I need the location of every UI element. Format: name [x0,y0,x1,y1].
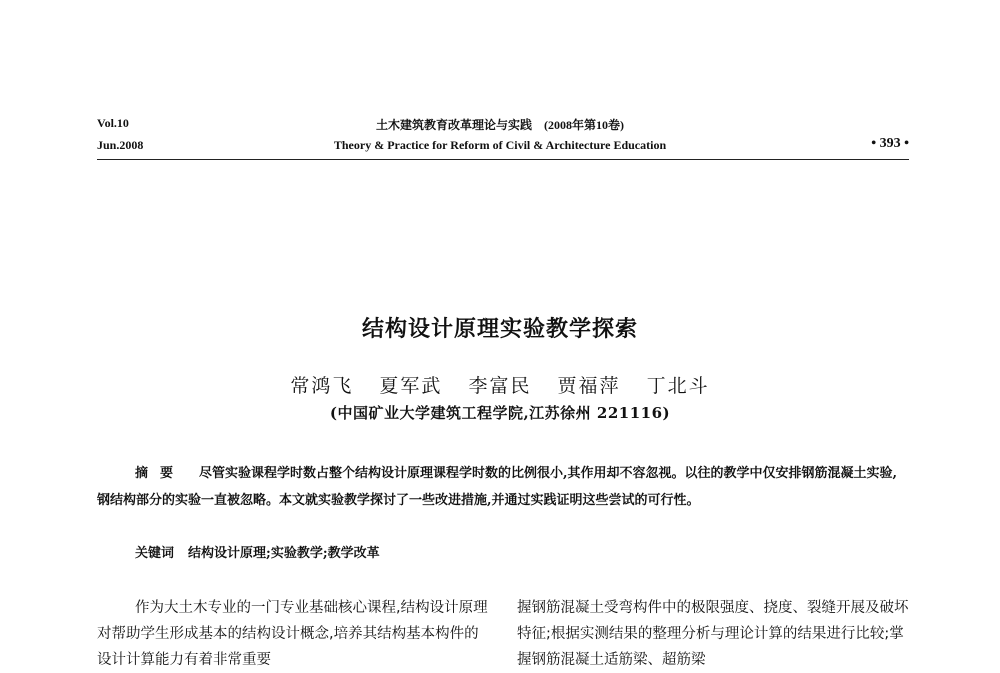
paper-title: 结构设计原理实验教学探索 [361,317,638,342]
journal-name-cn: 土木建筑教育改革理论与实践 (2008年第10卷) [376,118,624,132]
date-label: Jun.2008 [97,138,144,152]
journal-name-en: Theory & Practice for Reform of Civil & Architecture Education [333,138,667,152]
body-text-right: 握钢筋混凝土受弯构件中的极限强度、挠度、裂缝开展及破坏特征;根据实测结果的整理分析与理论计算的结果进行比较;掌握钢筋混凝土适筋梁、超筋梁 [517,600,909,668]
author-name: 夏军武 [379,375,443,397]
page-number: • 393 • [871,136,909,151]
author-name: 贾福萍 [557,375,621,397]
keywords-label: 关键词 [135,546,175,561]
volume-label: Vol.10 [97,116,129,130]
author-list [0,371,1000,398]
abstract-text: 尽管实验课程学时数占整个结构设计原理课程学时数的比例很小,其作用却不容忽视。以往的教学中仅安排钢筋混凝土实验,钢结构部分的实验一直被忽略。本文就实验教学探讨了一些改进措施,并通过实践证明这些尝试的可行性。 [97,466,898,508]
author-name: 丁北斗 [646,375,710,397]
abstract [97,460,909,514]
keywords-text: 结构设计原理;实验教学;教学改革 [188,546,380,561]
abstract-label: 摘要 [135,466,186,481]
author-name: 李富民 [468,375,532,397]
body-column-right [517,595,909,673]
body-column-left [97,595,489,673]
keywords [135,542,380,561]
affiliation: (中国矿业大学建筑工程学院,江苏徐州 221116) [329,404,671,422]
body-text-left: 作为大土木专业的一门专业基础核心课程,结构设计原理对帮助学生形成基本的结构设计概念,培养其结构基本构件的设计计算能力有着非常重要 [97,600,488,668]
author-name: 常鸿飞 [290,375,354,397]
header-rule [97,159,909,160]
